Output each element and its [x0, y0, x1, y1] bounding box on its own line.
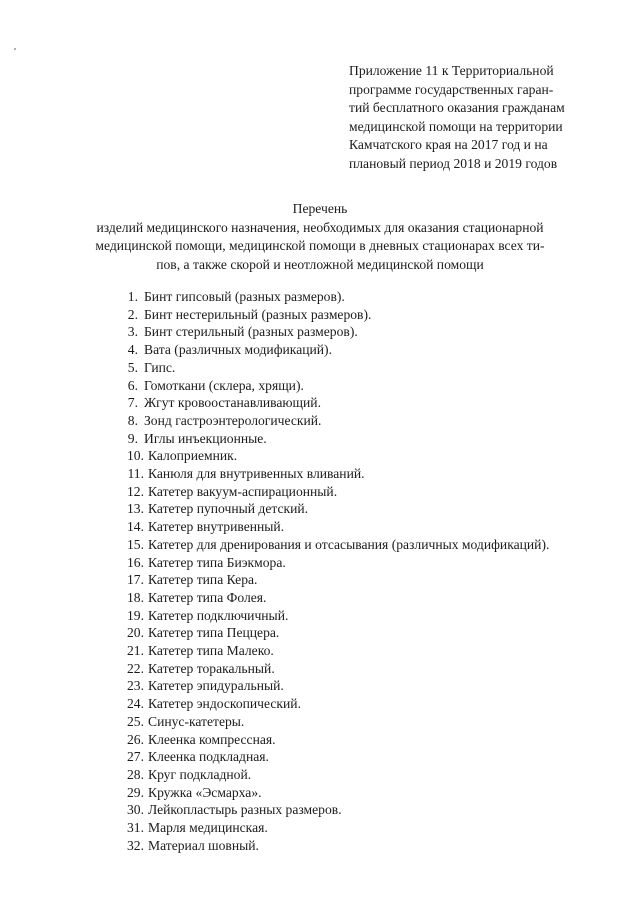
list-item-number: 5.: [127, 359, 138, 375]
list-item-number: 2.: [127, 306, 138, 322]
list-item: [120, 518, 620, 536]
list-item-text: Катетер эндоскопический.: [148, 696, 301, 712]
list-item-text: Катетер пупочный детский.: [148, 501, 309, 517]
list-item-number: 20.: [127, 625, 144, 641]
list-item-number: 24.: [127, 696, 144, 712]
list-item-text: Катетер эпидуральный.: [148, 678, 284, 694]
list-item-number: 19.: [127, 607, 144, 623]
list-item: [120, 341, 620, 359]
annex-line: плановый период 2018 и 2019 годов: [349, 155, 558, 171]
list-item-number: 14.: [127, 519, 144, 535]
list-item-number: 4.: [127, 342, 138, 358]
list-item-number: 15.: [127, 536, 144, 552]
list-item-number: 3.: [127, 324, 138, 340]
annex-line: Приложение 11 к Территориальной: [349, 63, 554, 78]
list-item-text: Кружка «Эсмарха».: [148, 784, 262, 800]
list-item: [120, 731, 620, 749]
items-list: [120, 288, 620, 855]
list-item-number: 16.: [127, 554, 144, 570]
list-item-number: 1.: [127, 289, 138, 304]
list-item: [120, 536, 620, 554]
list-item-text: Жгут кровоостанавливающий.: [144, 395, 321, 411]
annex-line: медицинской помощи на территории: [349, 118, 563, 134]
list-item-text: Катетер типа Фолея.: [148, 589, 267, 605]
list-item-number: 17.: [127, 572, 144, 588]
list-item: [120, 607, 620, 625]
list-item-text: Катетер типа Малеко.: [148, 643, 274, 659]
list-item-number: 12.: [127, 483, 144, 499]
list-item-text: Вата (различных модификаций).: [144, 342, 332, 358]
list-item: [120, 695, 620, 713]
list-item-number: 13.: [127, 501, 144, 517]
list-item: [120, 430, 620, 448]
list-item: [120, 748, 620, 766]
list-item: [120, 394, 620, 412]
list-item-text: Бинт гипсовый (разных размеров).: [144, 289, 345, 304]
list-item: [120, 465, 620, 483]
list-item-number: 32.: [127, 837, 144, 853]
list-item-text: Синус-катетеры.: [148, 713, 245, 729]
list-item-number: 9.: [127, 430, 138, 446]
list-item-text: Катетер внутривенный.: [148, 519, 285, 535]
list-item-text: Клеенка подкладная.: [148, 749, 269, 765]
list-item-text: Катетер типа Пеццера.: [148, 625, 280, 641]
list-item: [120, 377, 620, 395]
title-line: изделий медицинского назначения, необходимых для оказания стационарной: [96, 219, 544, 235]
list-item: [120, 359, 620, 377]
title-heading: Перечень: [292, 201, 348, 216]
list-item-text: Катетер торакальный.: [148, 660, 275, 676]
list-item-number: 8.: [127, 412, 138, 428]
list-item: [120, 483, 620, 501]
list-item: [120, 323, 620, 341]
list-item-number: 25.: [127, 713, 144, 729]
list-item-text: Бинт нестерильный (разных размеров).: [144, 306, 372, 322]
document-title: [0, 200, 640, 274]
list-item: [120, 642, 620, 660]
list-item-text: Катетер подключичный.: [148, 607, 289, 623]
list-item-number: 30.: [127, 802, 144, 818]
list-item-number: 6.: [127, 377, 138, 393]
annex-header: [349, 62, 601, 173]
list-item-text: Калоприемник.: [148, 448, 238, 464]
list-item-text: Катетер типа Кера.: [148, 572, 258, 588]
list-item-number: 21.: [127, 643, 144, 659]
list-item-number: 29.: [127, 784, 144, 800]
scan-speck: [14, 48, 16, 50]
list-item-text: Гомоткани (склера, хрящи).: [144, 377, 304, 393]
list-item: [120, 837, 620, 855]
list-item: [120, 801, 620, 819]
list-item: [120, 571, 620, 589]
list-item: [120, 660, 620, 678]
list-item-number: 28.: [127, 766, 144, 782]
list-item-text: Материал шовный.: [148, 837, 259, 853]
list-item-number: 23.: [127, 678, 144, 694]
list-item-text: Канюля для внутривенных вливаний.: [148, 466, 365, 482]
list-item-text: Иглы инъекционные.: [144, 430, 267, 446]
annex-line: тий бесплатного оказания гражданам: [349, 100, 565, 115]
list-item-number: 31.: [127, 820, 144, 836]
annex-line: программе государственных гаран-: [349, 81, 554, 97]
list-item-text: Зонд гастроэнтерологический.: [144, 412, 322, 428]
title-line: медицинской помощи, медицинской помощи в дневных стационарах всех ти-: [95, 238, 545, 253]
list-item-text: Катетер типа Биэкмора.: [148, 554, 286, 570]
annex-line: Камчатского края на 2017 год и на: [349, 137, 548, 152]
list-item-text: Клеенка компрессная.: [148, 731, 276, 747]
list-item: [120, 713, 620, 731]
list-item-number: 18.: [127, 589, 144, 605]
list-item-number: 7.: [127, 395, 138, 411]
title-line: пов, а также скорой и неотложной медицинской помощи: [156, 256, 484, 272]
list-item-number: 27.: [127, 749, 144, 765]
list-item: [120, 500, 620, 518]
list-item-text: Катетер для дренирования и отсасывания (различных модификаций).: [148, 536, 550, 552]
list-item: [120, 554, 620, 572]
list-item-text: Круг подкладной.: [148, 766, 252, 782]
list-item-number: 10.: [127, 448, 144, 464]
list-item-number: 26.: [127, 731, 144, 747]
list-item: [120, 288, 620, 306]
list-item: [120, 819, 620, 837]
list-item: [120, 624, 620, 642]
list-item-text: Гипс.: [144, 359, 176, 375]
list-item: [120, 589, 620, 607]
list-item: [120, 306, 620, 324]
list-item-text: Бинт стерильный (разных размеров).: [144, 324, 358, 340]
list-item-number: 22.: [127, 660, 144, 676]
list-item-number: 11.: [127, 466, 144, 482]
list-item: [120, 766, 620, 784]
list-item: [120, 784, 620, 802]
list-item-text: Лейкопластырь разных размеров.: [148, 802, 342, 818]
list-item-text: Катетер вакуум-аспирационный.: [148, 483, 338, 499]
list-item: [120, 677, 620, 695]
list-item: [120, 412, 620, 430]
list-item: [120, 447, 620, 465]
list-item-text: Марля медицинская.: [148, 820, 268, 836]
